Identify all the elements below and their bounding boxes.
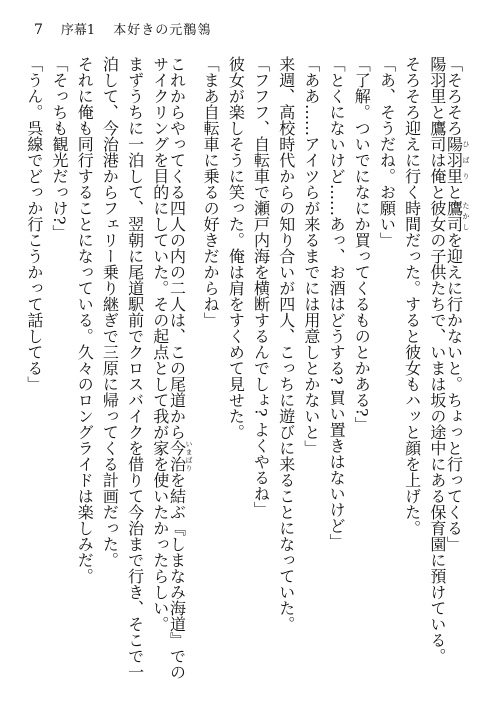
text-line-18: 「うん。呉線でどっか行こうかって話してる」 <box>24 56 44 392</box>
text-line-5: 「了解。ついでになにか買ってくるものとかある?」 <box>352 56 372 433</box>
text-line-1 <box>444 56 470 684</box>
text-line-3: そろそろ迎えに行く時間だった。すると彼女もハッと顔を上げた。 <box>402 56 422 536</box>
line-1-pre: 「そろそろ <box>444 56 464 136</box>
line-12-pre: これからやってくる四人の内の二人は、この尾道から <box>167 56 187 440</box>
ruby-takashi-reading: たかし <box>462 200 470 232</box>
text-line-17: 「そっちも観光だっけ?」 <box>50 56 69 241</box>
text-line-15: 泊して、今治港からフェリー乗り継ぎで三原に帰ってくる計画だった。 <box>100 56 120 568</box>
ruby-hibari-base: 陽羽里 <box>444 136 464 184</box>
line-1-mid: と <box>444 184 464 200</box>
text-line-8: 来週、高校時代からの知り合いが四人、こっちに遊びに来ることになっていた。 <box>276 56 296 632</box>
ruby-imabari-reading: いまばり <box>184 440 193 472</box>
ruby-imabari <box>167 440 193 472</box>
text-line-10: 彼女が楽しそうに笑った。俺は肩をすくめて見せた。 <box>226 56 246 440</box>
text-line-13: サイクリングを目的にしていた。その起点として我が家を使いたかったらしい。 <box>150 56 170 632</box>
line-12-post: を結ぶ『しまなみ海道』での <box>167 472 187 680</box>
text-line-7: 「ああ……アイツらが来るまでには用意しとかないと」 <box>301 56 321 456</box>
text-line-11: 「まあ自転車に乗るの好きだからね」 <box>201 56 221 328</box>
ruby-hibari <box>444 136 470 184</box>
text-line-2: 陽羽里と鷹司は俺と彼女の子供たちで、いまは坂の途中にある保育園に預けている。 <box>427 56 447 664</box>
page-number: 7 <box>34 22 43 38</box>
running-header <box>34 22 211 39</box>
chapter-label: 序幕1 <box>60 23 96 38</box>
ruby-hibari-reading: ひばり <box>462 136 470 184</box>
line-1-post: を迎えに行かないと。ちょっと行ってくる」 <box>444 232 464 552</box>
ruby-imabari-base: 今治 <box>167 440 187 472</box>
ruby-takashi-base: 鷹司 <box>444 200 464 232</box>
chapter-title: 本好きの元鶺鴒 <box>113 23 212 38</box>
vertical-text-body <box>24 56 470 684</box>
text-line-4: 「あ、そうだね。お願い」 <box>377 56 397 248</box>
text-line-16: それに俺も同行することになっている。久々のロングライドは楽しみだ。 <box>75 56 95 584</box>
text-line-12 <box>167 56 193 684</box>
ruby-takashi <box>444 200 470 232</box>
text-line-14: まずうちに一泊して、翌朝に尾道駅前でクロスバイクを借りて今治まで行き、そこで一 <box>125 56 145 680</box>
text-line-9: 「フフフ、自転車で瀬戸内海を横断するんでしょ? よくやるね」 <box>251 56 271 518</box>
text-line-6: 「とくにないけど……あっ、お酒はどうする? 買い置きはないけど」 <box>327 56 347 550</box>
